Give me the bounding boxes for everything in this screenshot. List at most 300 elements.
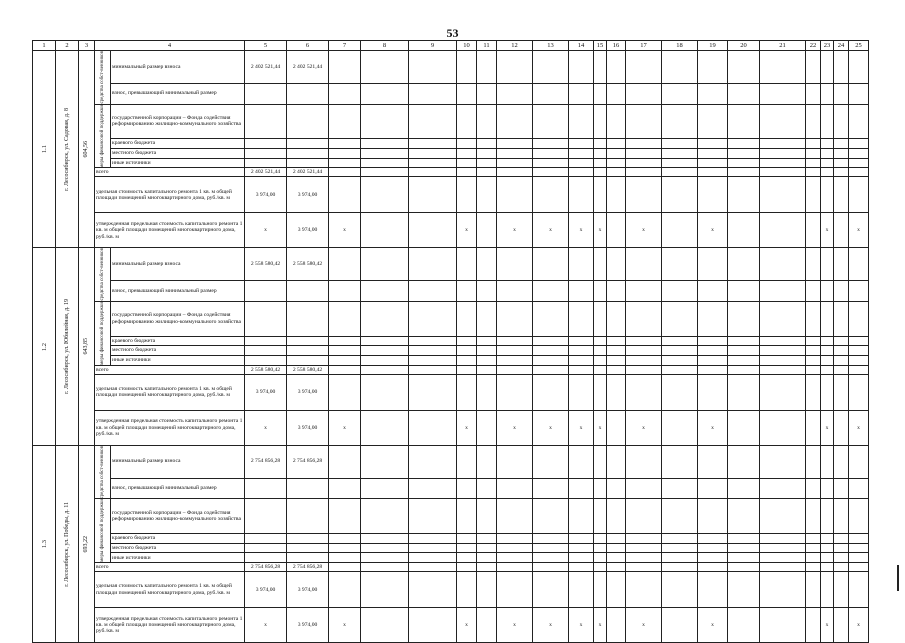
- empty-cell: [497, 83, 533, 104]
- empty-cell: [569, 139, 594, 149]
- empty-cell: [626, 365, 662, 374]
- empty-cell: [728, 543, 760, 553]
- empty-cell: [409, 139, 457, 149]
- empty-cell: [626, 543, 662, 553]
- empty-cell: [821, 533, 834, 543]
- empty-cell: [821, 177, 834, 213]
- empty-cell: [594, 553, 607, 563]
- empty-cell: [497, 158, 533, 168]
- value-unit-cost-5: 3 974,00: [245, 177, 287, 213]
- empty-cell: [821, 104, 834, 139]
- column-number: 7: [329, 41, 361, 51]
- empty-cell: [728, 158, 760, 168]
- column-numbers-row: [33, 41, 869, 51]
- empty-cell: [569, 478, 594, 499]
- empty-cell: [662, 139, 698, 149]
- empty-cell: [849, 563, 869, 572]
- empty-cell: [329, 374, 361, 410]
- empty-cell: [834, 104, 849, 139]
- empty-cell: [662, 563, 698, 572]
- empty-cell: [409, 533, 457, 543]
- empty-cell: [477, 158, 497, 168]
- empty-cell: [477, 374, 497, 410]
- row-above-min: [33, 478, 869, 499]
- row-total: [33, 168, 869, 177]
- empty-cell: [626, 148, 662, 158]
- empty-cell: [361, 553, 409, 563]
- empty-cell: [497, 51, 533, 84]
- empty-cell: [457, 83, 477, 104]
- empty-cell: [760, 139, 806, 149]
- empty-cell: [245, 336, 287, 346]
- empty-cell: [662, 365, 698, 374]
- empty-cell: [457, 533, 477, 543]
- empty-cell: [457, 445, 477, 478]
- row-max-cost: [33, 213, 869, 248]
- empty-cell: [821, 478, 834, 499]
- empty-cell: [457, 572, 477, 608]
- x-mark: х: [594, 213, 607, 248]
- empty-cell: [409, 346, 457, 356]
- entry-number: 1.2: [33, 248, 56, 445]
- label-total: всего: [95, 563, 245, 572]
- empty-cell: [607, 51, 626, 84]
- empty-cell: [821, 572, 834, 608]
- empty-cell: [287, 553, 329, 563]
- empty-cell: [329, 553, 361, 563]
- empty-cell: [698, 563, 728, 572]
- empty-cell: [329, 356, 361, 366]
- empty-cell: [626, 104, 662, 139]
- empty-cell: [849, 553, 869, 563]
- label-local: местного бюджета: [111, 346, 245, 356]
- label-regional: краевого бюджета: [111, 533, 245, 543]
- empty-cell: [834, 499, 849, 534]
- empty-cell: [361, 168, 409, 177]
- empty-cell: [409, 563, 457, 572]
- empty-cell: [245, 533, 287, 543]
- empty-cell: [821, 365, 834, 374]
- x-mark: х: [594, 410, 607, 445]
- empty-cell: [698, 365, 728, 374]
- empty-cell: [457, 301, 477, 336]
- empty-cell: [626, 533, 662, 543]
- empty-cell: [849, 158, 869, 168]
- entry-address: г. Лесосибирск, ул. Юбилейная, д. 19: [56, 248, 79, 445]
- empty-cell: [806, 177, 821, 213]
- empty-cell: [849, 51, 869, 84]
- x-mark: х: [821, 213, 834, 248]
- empty-cell: [662, 281, 698, 302]
- empty-cell: [497, 356, 533, 366]
- empty-cell: [728, 177, 760, 213]
- empty-cell: [287, 104, 329, 139]
- x-mark: х: [626, 608, 662, 643]
- empty-cell: [607, 553, 626, 563]
- empty-cell: [849, 543, 869, 553]
- empty-cell: [245, 148, 287, 158]
- value-total-5: 2 754 856,28: [245, 563, 287, 572]
- row-unit-cost: [33, 572, 869, 608]
- empty-cell: [287, 356, 329, 366]
- empty-cell: [728, 51, 760, 84]
- empty-cell: [329, 336, 361, 346]
- empty-cell: [287, 139, 329, 149]
- x-mark: х: [849, 608, 869, 643]
- empty-cell: [569, 445, 594, 478]
- empty-cell: [245, 139, 287, 149]
- x-mark: х: [569, 410, 594, 445]
- value-max-cost-6: 3 974,00: [287, 608, 329, 643]
- empty-cell: [533, 177, 569, 213]
- empty-cell: [698, 104, 728, 139]
- empty-cell: [287, 346, 329, 356]
- column-number: 13: [533, 41, 569, 51]
- empty-cell: [760, 365, 806, 374]
- empty-cell: [533, 83, 569, 104]
- x-mark: х: [698, 608, 728, 643]
- x-mark: х: [594, 608, 607, 643]
- empty-cell: [477, 301, 497, 336]
- empty-cell: [594, 51, 607, 84]
- column-number: 19: [698, 41, 728, 51]
- empty-cell: [245, 553, 287, 563]
- empty-cell: [477, 356, 497, 366]
- x-mark: х: [821, 410, 834, 445]
- empty-cell: [477, 51, 497, 84]
- empty-cell: [626, 374, 662, 410]
- empty-cell: [361, 51, 409, 84]
- empty-cell: [728, 374, 760, 410]
- entry-number: 1.1: [33, 51, 56, 248]
- empty-cell: [569, 346, 594, 356]
- empty-cell: [806, 608, 821, 643]
- empty-cell: [821, 445, 834, 478]
- empty-cell: [607, 374, 626, 410]
- row-max-cost: [33, 410, 869, 445]
- empty-cell: [533, 374, 569, 410]
- empty-cell: [760, 608, 806, 643]
- empty-cell: [329, 177, 361, 213]
- label-unit-cost: удельная стоимость капитального ремонта 1 кв. м общей площади помещений многоквартирного дома, руб./кв. м: [95, 374, 245, 410]
- empty-cell: [245, 301, 287, 336]
- empty-cell: [806, 248, 821, 281]
- empty-cell: [806, 51, 821, 84]
- empty-cell: [533, 158, 569, 168]
- label-max-cost: утвержденная предельная стоимость капитального ремонта 1 кв. м общей площади помещений многоквартирного дома, руб./кв. м: [95, 213, 245, 248]
- empty-cell: [245, 499, 287, 534]
- empty-cell: [662, 356, 698, 366]
- empty-cell: [626, 478, 662, 499]
- empty-cell: [728, 104, 760, 139]
- column-number: 25: [849, 41, 869, 51]
- empty-cell: [329, 563, 361, 572]
- empty-cell: [849, 572, 869, 608]
- empty-cell: [533, 168, 569, 177]
- label-min-fee: минимальный размер взноса: [111, 445, 245, 478]
- empty-cell: [662, 499, 698, 534]
- empty-cell: [533, 478, 569, 499]
- label-above-min: взнос, превышающий минимальный размер: [111, 478, 245, 499]
- empty-cell: [497, 177, 533, 213]
- empty-cell: [849, 139, 869, 149]
- empty-cell: [760, 543, 806, 553]
- empty-cell: [698, 51, 728, 84]
- empty-cell: [569, 533, 594, 543]
- column-number: 9: [409, 41, 457, 51]
- column-number: 16: [607, 41, 626, 51]
- x-mark: х: [497, 608, 533, 643]
- empty-cell: [849, 83, 869, 104]
- empty-cell: [821, 51, 834, 84]
- empty-cell: [457, 563, 477, 572]
- empty-cell: [834, 177, 849, 213]
- x-mark: х: [497, 213, 533, 248]
- empty-cell: [821, 168, 834, 177]
- empty-cell: [497, 346, 533, 356]
- x-mark: х: [533, 213, 569, 248]
- empty-cell: [409, 499, 457, 534]
- empty-cell: [409, 158, 457, 168]
- empty-cell: [760, 248, 806, 281]
- empty-cell: [361, 563, 409, 572]
- empty-cell: [662, 336, 698, 346]
- capital-repair-table: [32, 40, 869, 643]
- empty-cell: [662, 553, 698, 563]
- empty-cell: [569, 177, 594, 213]
- empty-cell: [806, 139, 821, 149]
- empty-cell: [760, 563, 806, 572]
- empty-cell: [626, 51, 662, 84]
- empty-cell: [806, 158, 821, 168]
- entry-area: 604,56: [79, 51, 95, 248]
- page-number: 53: [446, 26, 459, 40]
- empty-cell: [409, 410, 457, 445]
- empty-cell: [287, 148, 329, 158]
- empty-cell: [245, 346, 287, 356]
- empty-cell: [607, 281, 626, 302]
- empty-cell: [834, 139, 849, 149]
- empty-cell: [569, 499, 594, 534]
- empty-cell: [821, 356, 834, 366]
- empty-cell: [409, 148, 457, 158]
- empty-cell: [728, 139, 760, 149]
- empty-cell: [698, 148, 728, 158]
- entry-number: 1.3: [33, 445, 56, 642]
- empty-cell: [533, 356, 569, 366]
- empty-cell: [477, 346, 497, 356]
- empty-cell: [477, 177, 497, 213]
- row-regional: [33, 336, 869, 346]
- empty-cell: [821, 139, 834, 149]
- empty-cell: [626, 356, 662, 366]
- empty-cell: [533, 563, 569, 572]
- empty-cell: [662, 374, 698, 410]
- empty-cell: [834, 281, 849, 302]
- x-mark: х: [457, 213, 477, 248]
- empty-cell: [698, 499, 728, 534]
- empty-cell: [806, 356, 821, 366]
- empty-cell: [607, 499, 626, 534]
- empty-cell: [760, 445, 806, 478]
- empty-cell: [607, 248, 626, 281]
- empty-cell: [409, 356, 457, 366]
- empty-cell: [497, 499, 533, 534]
- empty-cell: [821, 248, 834, 281]
- empty-cell: [497, 374, 533, 410]
- empty-cell: [497, 281, 533, 302]
- empty-cell: [497, 445, 533, 478]
- empty-cell: [821, 158, 834, 168]
- empty-cell: [849, 499, 869, 534]
- empty-cell: [287, 478, 329, 499]
- empty-cell: [497, 336, 533, 346]
- empty-cell: [594, 478, 607, 499]
- empty-cell: [607, 177, 626, 213]
- empty-cell: [329, 365, 361, 374]
- empty-cell: [497, 148, 533, 158]
- empty-cell: [409, 281, 457, 302]
- empty-cell: [662, 158, 698, 168]
- column-number: 17: [626, 41, 662, 51]
- empty-cell: [728, 572, 760, 608]
- empty-cell: [594, 336, 607, 346]
- empty-cell: [607, 139, 626, 149]
- empty-cell: [728, 281, 760, 302]
- value-total-6: 2 558 580,42: [287, 365, 329, 374]
- empty-cell: [626, 445, 662, 478]
- empty-cell: [329, 83, 361, 104]
- empty-cell: [698, 572, 728, 608]
- empty-cell: [533, 248, 569, 281]
- row-local: [33, 543, 869, 553]
- empty-cell: [287, 301, 329, 336]
- empty-cell: [533, 336, 569, 346]
- empty-cell: [662, 104, 698, 139]
- value-total-6: 2 402 521,44: [287, 168, 329, 177]
- empty-cell: [626, 301, 662, 336]
- empty-cell: [361, 104, 409, 139]
- empty-cell: [594, 499, 607, 534]
- empty-cell: [806, 213, 821, 248]
- column-number: 15: [594, 41, 607, 51]
- empty-cell: [594, 281, 607, 302]
- empty-cell: [409, 365, 457, 374]
- empty-cell: [849, 168, 869, 177]
- empty-cell: [329, 51, 361, 84]
- empty-cell: [698, 543, 728, 553]
- empty-cell: [698, 158, 728, 168]
- value-unit-cost-5: 3 974,00: [245, 374, 287, 410]
- empty-cell: [361, 83, 409, 104]
- empty-cell: [607, 301, 626, 336]
- empty-cell: [361, 608, 409, 643]
- empty-cell: [626, 177, 662, 213]
- empty-cell: [607, 533, 626, 543]
- label-local: местного бюджета: [111, 543, 245, 553]
- empty-cell: [533, 572, 569, 608]
- empty-cell: [760, 478, 806, 499]
- empty-cell: [533, 445, 569, 478]
- margin-mark: [897, 565, 899, 591]
- empty-cell: [457, 478, 477, 499]
- empty-cell: [662, 445, 698, 478]
- x-mark: х: [329, 410, 361, 445]
- empty-cell: [329, 478, 361, 499]
- empty-cell: [361, 410, 409, 445]
- empty-cell: [569, 543, 594, 553]
- row-total: [33, 365, 869, 374]
- value-total-6: 2 754 856,28: [287, 563, 329, 572]
- x-mark: х: [569, 213, 594, 248]
- column-number: 21: [760, 41, 806, 51]
- empty-cell: [698, 336, 728, 346]
- x-mark: х: [626, 410, 662, 445]
- value-min-fee-5: 2 558 580,42: [245, 248, 287, 281]
- empty-cell: [607, 445, 626, 478]
- empty-cell: [409, 543, 457, 553]
- empty-cell: [607, 608, 626, 643]
- empty-cell: [607, 543, 626, 553]
- empty-cell: [361, 374, 409, 410]
- empty-cell: [594, 177, 607, 213]
- value-min-fee-6: 2 558 580,42: [287, 248, 329, 281]
- empty-cell: [477, 168, 497, 177]
- empty-cell: [329, 445, 361, 478]
- empty-cell: [626, 563, 662, 572]
- group-own-funds: средства собст-венников: [95, 445, 111, 499]
- empty-cell: [821, 148, 834, 158]
- empty-cell: [607, 148, 626, 158]
- empty-cell: [245, 83, 287, 104]
- empty-cell: [760, 499, 806, 534]
- empty-cell: [626, 168, 662, 177]
- empty-cell: [849, 445, 869, 478]
- empty-cell: [409, 608, 457, 643]
- empty-cell: [806, 104, 821, 139]
- empty-cell: [662, 410, 698, 445]
- empty-cell: [849, 478, 869, 499]
- label-unit-cost: удельная стоимость капитального ремонта 1 кв. м общей площади помещений многоквартирного дома, руб./кв. м: [95, 572, 245, 608]
- column-number: 3: [79, 41, 95, 51]
- label-state-corp: государственной корпорации – Фонда содействия реформированию жилищно-коммунального хозяйства: [111, 301, 245, 336]
- label-state-corp: государственной корпорации – Фонда содействия реформированию жилищно-коммунального хозяйства: [111, 104, 245, 139]
- empty-cell: [806, 281, 821, 302]
- empty-cell: [849, 104, 869, 139]
- empty-cell: [698, 553, 728, 563]
- empty-cell: [662, 213, 698, 248]
- empty-cell: [849, 301, 869, 336]
- column-number: 11: [477, 41, 497, 51]
- label-other: иные источники: [111, 356, 245, 366]
- column-number: 4: [95, 41, 245, 51]
- label-regional: краевого бюджета: [111, 336, 245, 346]
- empty-cell: [607, 83, 626, 104]
- value-unit-cost-6: 3 974,00: [287, 374, 329, 410]
- row-max-cost: [33, 608, 869, 643]
- empty-cell: [626, 336, 662, 346]
- empty-cell: [594, 248, 607, 281]
- empty-cell: [594, 104, 607, 139]
- empty-cell: [569, 148, 594, 158]
- empty-cell: [329, 139, 361, 149]
- empty-cell: [760, 281, 806, 302]
- empty-cell: [849, 248, 869, 281]
- empty-cell: [834, 83, 849, 104]
- empty-cell: [662, 148, 698, 158]
- empty-cell: [329, 543, 361, 553]
- empty-cell: [728, 499, 760, 534]
